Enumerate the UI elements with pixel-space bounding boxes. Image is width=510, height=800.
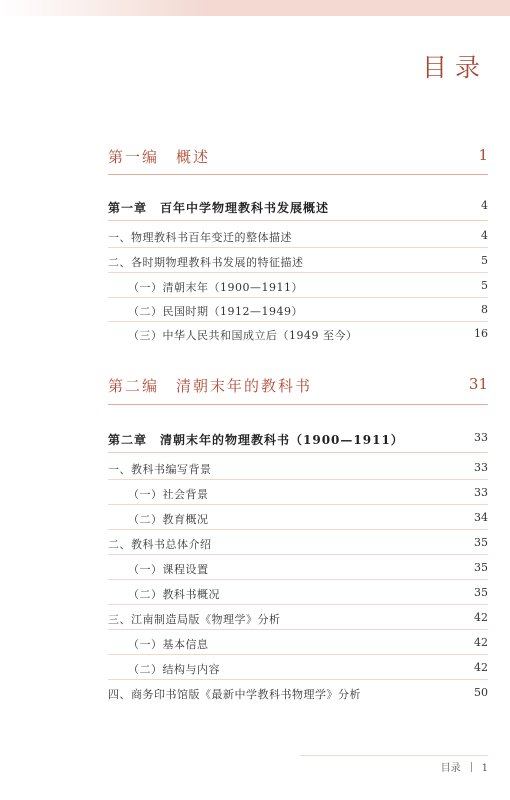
toc-subsection[interactable] [128, 636, 488, 652]
section-label: 二、教科书总体介绍 [108, 538, 212, 551]
divider [108, 174, 488, 175]
toc-section[interactable] [108, 536, 488, 552]
toc-part[interactable] [108, 146, 488, 170]
chapter-page: 33 [474, 431, 488, 444]
subsection-label: （二）民国时期（1912—1949） [128, 305, 303, 318]
section-label: 一、教科书编写背景 [108, 463, 212, 476]
section-page: 42 [474, 611, 488, 624]
divider [108, 247, 488, 248]
footer-separator [471, 762, 472, 772]
toc-subsection[interactable] [128, 586, 488, 602]
divider [108, 297, 488, 298]
chapter-page: 4 [481, 199, 488, 212]
toc-part[interactable] [108, 375, 488, 399]
toc-subsection[interactable] [128, 511, 488, 527]
toc-title: 目录 [421, 53, 488, 82]
section-page: 50 [474, 686, 488, 699]
section-label: 三、江南制造局版《物理学》分析 [108, 613, 281, 626]
part-label: 第二编 清朝末年的教科书 [108, 377, 313, 395]
footer-page-number: 1 [481, 763, 488, 774]
toc-chapter[interactable] [108, 199, 488, 217]
toc-subsection[interactable] [128, 486, 488, 502]
section-page: 33 [474, 461, 488, 474]
part-page: 31 [468, 375, 488, 393]
divider [108, 554, 488, 555]
footer-section-label: 目录 [440, 763, 461, 774]
section-label: 一、物理教科书百年变迁的整体描述 [108, 231, 292, 244]
subsection-page: 34 [474, 511, 488, 524]
toc-subsection[interactable] [128, 303, 488, 319]
subsection-page: 16 [474, 327, 488, 340]
toc-subsection[interactable] [128, 279, 488, 295]
chapter-label: 第二章 清朝末年的物理教科书（1900—1911） [108, 433, 404, 447]
part-page: 1 [478, 146, 488, 164]
subsection-label: （二）结构与内容 [128, 663, 220, 676]
divider [108, 654, 488, 655]
toc-subsection[interactable] [128, 661, 488, 677]
toc-section[interactable] [108, 686, 488, 702]
toc-subsection[interactable] [128, 327, 488, 343]
divider [108, 452, 488, 453]
subsection-label: （二）教科书概况 [128, 588, 220, 601]
section-page: 5 [481, 254, 488, 267]
subsection-label: （一）基本信息 [128, 638, 209, 651]
part-label: 第一编 概述 [108, 148, 211, 166]
subsection-label: （一）清朝末年（1900—1911） [128, 281, 303, 294]
subsection-label: （二）教育概况 [128, 513, 209, 526]
toc-chapter[interactable] [108, 431, 488, 449]
divider [108, 679, 488, 680]
divider [108, 272, 488, 273]
subsection-page: 35 [474, 586, 488, 599]
divider [108, 529, 488, 530]
section-page: 4 [481, 229, 488, 242]
subsection-page: 33 [474, 486, 488, 499]
divider [108, 629, 488, 630]
section-label: 二、各时期物理教科书发展的特征描述 [108, 256, 304, 269]
section-label: 四、商务印书馆版《最新中学教科书物理学》分析 [108, 688, 361, 701]
subsection-label: （一）课程设置 [128, 563, 209, 576]
toc-section[interactable] [108, 254, 488, 270]
page-footer [441, 759, 488, 774]
subsection-page: 35 [474, 561, 488, 574]
subsection-label: （一）社会背景 [128, 488, 209, 501]
subsection-page: 5 [481, 279, 488, 292]
divider [108, 321, 488, 322]
footer-divider [300, 755, 488, 756]
top-decorative-band [0, 0, 510, 16]
chapter-label: 第一章 百年中学物理教科书发展概述 [108, 201, 330, 215]
divider [108, 604, 488, 605]
section-page: 35 [474, 536, 488, 549]
divider [108, 404, 488, 405]
divider [108, 504, 488, 505]
toc-section[interactable] [108, 461, 488, 477]
subsection-page: 42 [474, 661, 488, 674]
divider [108, 579, 488, 580]
subsection-label: （三）中华人民共和国成立后（1949 至今） [128, 329, 358, 342]
divider [108, 479, 488, 480]
subsection-page: 8 [481, 303, 488, 316]
subsection-page: 42 [474, 636, 488, 649]
toc-section[interactable] [108, 229, 488, 245]
toc-subsection[interactable] [128, 561, 488, 577]
toc-section[interactable] [108, 611, 488, 627]
divider [108, 220, 488, 221]
